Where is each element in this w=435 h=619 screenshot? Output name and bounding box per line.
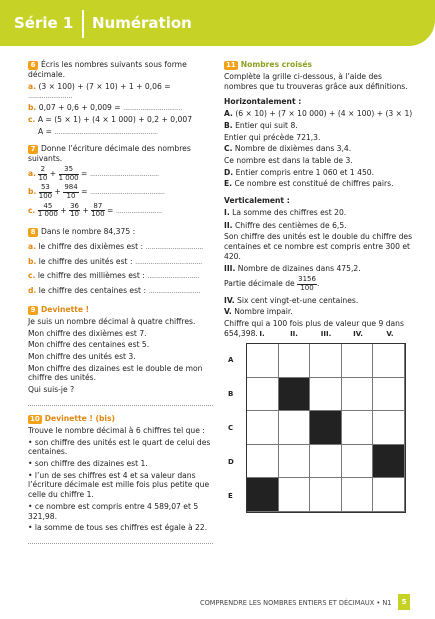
exercise-6: 6 Écris les nombres suivants sous forme décimale. a. (3 × 100) + (7 × 10) + 1 + 0,06 = ....................... b. 0,07 + 0,6 + 0,009 = ............................... c. A = (5 × 1) + (4 × 1 000) + 0,2 + 0,007 A = ......................................................: [28, 60, 193, 136]
fraction: $\frac{45}{1 000}$: [37, 201, 58, 219]
grid-cell[interactable]: [373, 344, 405, 378]
grid-col-header: I.: [259, 330, 265, 338]
exercise-number: 10: [30, 414, 40, 423]
grid-cell[interactable]: [279, 445, 311, 479]
exercise-8: 8 Dans le nombre 84,375 : a. le chiffre des dixièmes est : .............................. b. le chiffre des unités est : ................................... c. le chiffre des millièmes est : ........................... d. le chiffre des centaines est : ...........................: [28, 227, 203, 296]
grid-cell[interactable]: [310, 478, 342, 512]
exercise-number: 8: [28, 228, 38, 237]
item-b: le chiffre des unités est :: [38, 256, 135, 266]
exercise-title: Devinette ! (bis): [44, 413, 115, 423]
grid-row-header: C: [228, 424, 234, 432]
clue: A. (6 × 10) + (7 × 10 000) + (4 × 100) + (3 × 1): [224, 109, 413, 119]
fraction: $\frac{53}{100}$: [38, 183, 53, 200]
exercise-instruction: Dans le nombre 84,375 :: [41, 227, 136, 237]
grid-cell[interactable]: [279, 411, 311, 445]
page-header: [0, 0, 435, 46]
grid-black-cell: [279, 378, 311, 412]
clue: Ce nombre est dans la table de 3.: [224, 155, 353, 165]
fraction: $\frac{87}{100}$: [91, 201, 105, 219]
bullet-item: • ce nombre est compris entre 4 589,07 et 5 321,98.: [28, 501, 199, 521]
grid-cell[interactable]: [373, 411, 405, 445]
header-divider: [82, 10, 84, 38]
exercise-7: 7 Donne l’écriture décimale des nombres suivants. a. $\frac{2}{10}$ + $\frac{35}{1 000}$ = .................................... b. $\frac{53}{100}$ + $\frac{984}{10}$ = ....................................... c. $\frac{45}{1 000}$ + $\frac{36}{10}$ + $\frac{87}{100}$ = ........................: [28, 144, 191, 219]
clue: Entier qui précède 721,3.: [224, 132, 321, 142]
answer-line[interactable]: [28, 536, 213, 544]
horizontal-title: Horizontalement :: [224, 97, 302, 107]
fraction: $\frac{2}{10}$: [38, 164, 48, 182]
grid-cell[interactable]: [373, 478, 405, 512]
item-c: le chiffre des millièmes est :: [37, 271, 148, 281]
riddle-line: Mon chiffre des unités est 3.: [28, 352, 136, 361]
grid-col-header: II.: [290, 330, 298, 338]
clue: Son chiffre des unités est le double du chiffre des centaines et ce nombre est compris entre 300 et 420.: [224, 232, 413, 261]
bullet-item: • son chiffre des dizaines est 1.: [28, 458, 148, 468]
exercise-9: [28, 305, 213, 406]
bullet-item: • son chiffre des unités est le quart de celui des centaines.: [28, 437, 211, 457]
clue: D. Entier compris entre 1 060 et 1 450.: [224, 167, 375, 177]
grid-col-header: V.: [386, 330, 394, 338]
exercise-10: [28, 414, 213, 544]
serie-label: Série 1: [14, 14, 74, 32]
left-column: [28, 60, 213, 550]
item-a: (3 × 100) + (7 × 10) + 1 + 0,06 =: [38, 81, 171, 91]
exercise-number: 7: [28, 145, 38, 154]
exercise-number: 6: [28, 61, 38, 70]
right-column: [224, 60, 414, 340]
exercise-title: Nombres croisés: [240, 60, 312, 69]
clue: IV. Six cent vingt-et-une centaines.: [224, 295, 359, 305]
item-c: A = (5 × 1) + (4 × 1 000) + 0,2 + 0,007: [37, 114, 193, 124]
clue: III. Nombre de dizaines dans 475,2.: [224, 264, 361, 274]
riddle-line: Je suis un nombre décimal à quatre chiffres.: [28, 316, 196, 326]
riddle-line: Mon chiffre des dixièmes est 7.: [28, 328, 147, 338]
clue: Chiffre qui a 100 fois plus de valeur que 9 dans 654,398.: [224, 318, 404, 338]
fraction: $\frac{36}{10}$: [70, 201, 79, 219]
grid-col-header: III.: [320, 330, 332, 338]
exercise-intro: Trouve le nombre décimal à 6 chiffres tel que :: [28, 425, 205, 435]
grid-cell[interactable]: [247, 378, 279, 412]
clue: I. La somme des chiffres est 20.: [224, 207, 347, 217]
clue: II. Chiffre des centièmes de 6,5.: [224, 220, 347, 230]
chapter-title: Numération: [92, 14, 192, 32]
exercise-title: Devinette !: [41, 304, 90, 314]
grid-cell[interactable]: [373, 378, 405, 412]
clue: V. Nombre impair.: [224, 307, 293, 317]
riddle-line: Mon chiffre des centaines est 5.: [28, 340, 150, 350]
grid-cell[interactable]: [279, 478, 311, 512]
exercise-number: 11: [226, 61, 236, 69]
grid-row-header: E: [228, 492, 233, 500]
bullet-item: • l’un de ses chiffres est 4 et sa valeur dans l’écriture décimale est mille fois plus petite que celle du chiffre 1.: [28, 470, 210, 500]
grid-black-cell: [373, 445, 405, 479]
answer-line[interactable]: [28, 398, 213, 406]
grid-cell[interactable]: [247, 411, 279, 445]
grid-row-header: D: [228, 458, 234, 466]
grid-cell[interactable]: [342, 344, 374, 378]
clue: C. Nombre de dixièmes dans 3,4.: [224, 144, 352, 154]
grid-row-header: A: [228, 356, 234, 364]
grid-cell[interactable]: [247, 344, 279, 378]
exercise-intro: Complète la grille ci-dessous, à l’aide des nombres que tu trouveras grâce aux définitions.: [224, 71, 408, 91]
grid-cell[interactable]: [310, 378, 342, 412]
exercise-instruction: Donne l’écriture décimale des nombres suivants.: [28, 144, 191, 164]
fraction: $\frac{3156}{100}$: [298, 275, 316, 292]
grid-cell[interactable]: [310, 445, 342, 479]
grid-cell[interactable]: [247, 445, 279, 479]
exercise-number: 9: [28, 306, 38, 315]
item-b: 0,07 + 0,6 + 0,009 =: [38, 103, 124, 113]
page-number: 5: [398, 594, 410, 610]
grid-cell[interactable]: [279, 344, 311, 378]
item-a: le chiffre des dixièmes est :: [38, 242, 146, 252]
footer-text: COMPRENDRE LES NOMBRES ENTIERS ET DÉCIMAUX • N1: [200, 599, 392, 607]
fraction: $\frac{984}{10}$: [64, 183, 78, 200]
item-c-answer: A =: [38, 126, 55, 136]
fraction: $\frac{35}{1 000}$: [58, 164, 79, 182]
grid-black-cell: [247, 478, 279, 512]
vertical-title: Verticalement :: [224, 196, 290, 206]
clue: Partie décimale de $\frac{3156}{100}$ .: [224, 275, 320, 292]
grid-black-cell: [310, 411, 342, 445]
riddle-line: Qui suis-je ?: [28, 385, 75, 395]
riddle-line: Mon chiffre des dizaines est le double de mon chiffre des unités.: [28, 363, 203, 383]
grid-cell[interactable]: [342, 445, 374, 479]
grid-row-header: B: [228, 390, 234, 398]
crossword-grid: [246, 343, 406, 513]
grid-cell[interactable]: [342, 378, 374, 412]
bullet-item: • la somme de tous ses chiffres est égale à 22.: [28, 523, 208, 533]
grid-cell[interactable]: [310, 344, 342, 378]
grid-cell[interactable]: [342, 411, 374, 445]
grid-cell[interactable]: [342, 478, 374, 512]
exercise-instruction: Écris les nombres suivants sous forme décimale.: [28, 60, 187, 79]
clue: B. Entier qui suit 8.: [224, 120, 298, 130]
grid-col-header: IV.: [353, 330, 363, 338]
clue: E. Ce nombre est constitué de chiffres pairs.: [224, 179, 394, 189]
item-d: le chiffre des centaines est :: [38, 286, 149, 296]
